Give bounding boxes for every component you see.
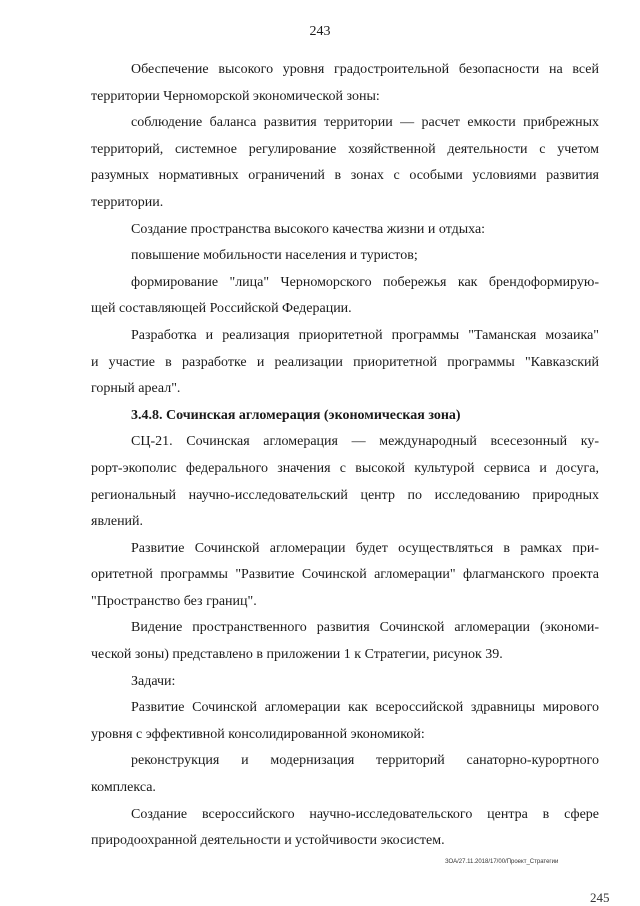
text-line: "Пространство без границ". — [91, 593, 257, 609]
section-heading: 3.4.8. Сочинская агломерация (экономическая зона) — [131, 407, 461, 423]
text-line: Создание всероссийского научно-исследовательского центра в сфере — [131, 806, 599, 822]
text-line: территории. — [91, 194, 164, 210]
text-line: горный ареал". — [91, 381, 181, 397]
text-line: реконструкция и модернизация территорий санаторно-курортного — [131, 753, 599, 769]
text-line: природоохранной деятельности и устойчивости экосистем. — [91, 833, 445, 849]
text-line: региональный научно-исследовательский центр по исследованию природных — [91, 487, 599, 503]
text-line: уровня с эффективной консолидированной экономикой: — [91, 726, 425, 742]
text-line: Задачи: — [131, 673, 176, 689]
text-line: ческой зоны) представлено в приложении 1 к Стратегии, рисунок 39. — [91, 647, 503, 663]
text-line: формирование "лица" Черноморского побережья как брендоформирую- — [131, 274, 599, 290]
text-line: комплекса. — [91, 780, 156, 796]
text-line: разумных нормативных ограничений в зонах с особыми условиями развития — [91, 168, 599, 184]
text-line: Видение пространственного развития Сочинской агломерации (экономи- — [131, 620, 599, 636]
text-line: и участие в разработке и реализации приоритетной программы "Кавказский — [91, 354, 599, 370]
page-number: 243 — [309, 24, 331, 39]
text-line: соблюдение баланса развития территории — расчет емкости прибрежных — [131, 115, 599, 131]
bottom-page-number: 245 — [590, 890, 610, 905]
text-line: явлений. — [91, 514, 144, 530]
footer-file-reference: ЗОА/27.11.2018/17/00/Проект_Стратегии — [445, 859, 559, 865]
text-line: Обеспечение высокого уровня градостроительной безопасности на всей — [131, 62, 599, 77]
text-line: щей составляющей Российской Федерации. — [91, 301, 352, 317]
text-line: Разработка и реализация приоритетной программы "Таманская мозаика" — [131, 327, 599, 343]
text-line: Развитие Сочинской агломерации как всероссийской здравницы мирового — [131, 700, 599, 716]
text-line: рорт-экополис федерального значения с высокой культурой сервиса и досуга, — [91, 460, 599, 476]
document-body — [91, 57, 599, 855]
text-line: повышение мобильности населения и туристов; — [131, 248, 418, 264]
text-line: Создание пространства высокого качества жизни и отдыха: — [131, 221, 486, 237]
text-line: Развитие Сочинской агломерации будет осуществляться в рамках при- — [131, 540, 599, 556]
text-line: территорий, системное регулирование хозяйственной деятельности с учетом — [91, 141, 599, 157]
text-line: СЦ-21. Сочинская агломерация — международный всесезонный ку- — [131, 434, 599, 450]
text-line: оритетной программы "Развитие Сочинской агломерации" флагманского проекта — [91, 567, 599, 583]
text-line: территории Черноморской экономической зоны: — [91, 88, 380, 104]
